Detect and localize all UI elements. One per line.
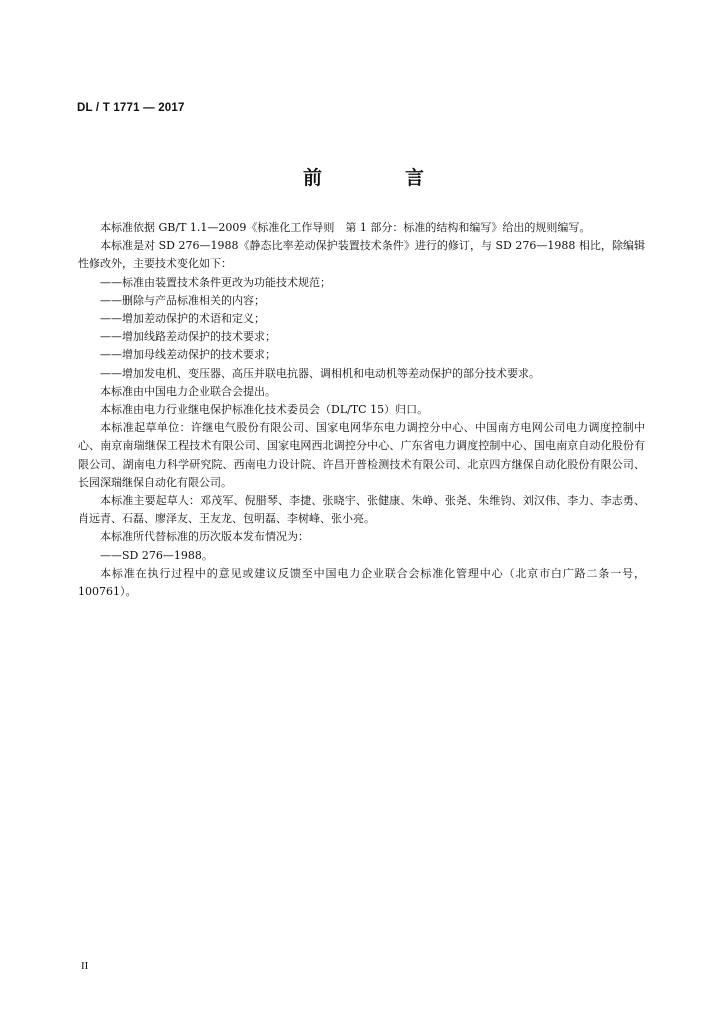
- replaced-edition-item: ——SD 276—1988。: [100, 548, 213, 562]
- change-item: ——增加线路差动保护的技术要求；: [100, 330, 276, 344]
- change-item: ——增加母线差动保护的技术要求；: [100, 348, 276, 362]
- change-item: ——删除与产品标准相关的内容；: [100, 293, 265, 307]
- page-title: 前 言: [302, 167, 456, 189]
- foreword-body: [78, 219, 645, 601]
- paragraph-proposer: 本标准由中国电力企业联合会提出。: [100, 384, 276, 398]
- paragraph-administration: 本标准由电力行业继电保护标准化技术委员会（DL/TC 15）归口。: [100, 403, 429, 417]
- change-item: ——增加差动保护的术语和定义；: [100, 312, 265, 326]
- standard-code-header: DL / T 1771 — 2017: [77, 102, 185, 114]
- paragraph-feedback: 本标准在执行过程中的意见或建议反馈至中国电力企业联合会标准化管理中心（北京市白广路二条一号，100761）。: [78, 566, 645, 599]
- paragraph-replaced-editions: 本标准所代替标准的历次版本发布情况为：: [100, 530, 309, 544]
- paragraph-basis: 本标准依据 GB/T 1.1—2009《标准化工作导则 第 1 部分：标准的结构和编写》给出的规则编写。: [100, 221, 591, 234]
- change-item: ——标准由装置技术条件更改为功能技术规范；: [100, 275, 331, 289]
- page-number: II: [81, 960, 89, 972]
- paragraph-drafting-units: 本标准起草单位：许继电气股份有限公司、国家电网华东电力调控分中心、中国南方电网公司电力调度控制中心、南京南瑞继保工程技术有限公司、国家电网西北调控分中心、广东省电力调度控制中心、国电南京自动化股份有限公司、湖南电力科学研究院、西南电力设计院、许昌开普检测技术有限公司、北京四方继保自动化股份有限公司、长园深瑞继保自动化有限公司。: [78, 421, 645, 489]
- paragraph-revision: 本标准是对 SD 276—1988《静态比率差动保护装置技术条件》进行的修订，与 SD 276—1988 相比，除编辑性修改外，主要技术变化如下：: [78, 239, 645, 271]
- change-item: ——增加发电机、变压器、高压并联电抗器、调相机和电动机等差动保护的部分技术要求。: [100, 366, 540, 380]
- paragraph-drafters: 本标准主要起草人：邓茂军、倪腊琴、李捷、张晓宇、张健康、朱峥、张尧、朱维钧、刘汉伟、李力、李志勇、肖远青、石磊、廖泽友、王友龙、包明磊、李树峰、张小亮。: [78, 494, 645, 526]
